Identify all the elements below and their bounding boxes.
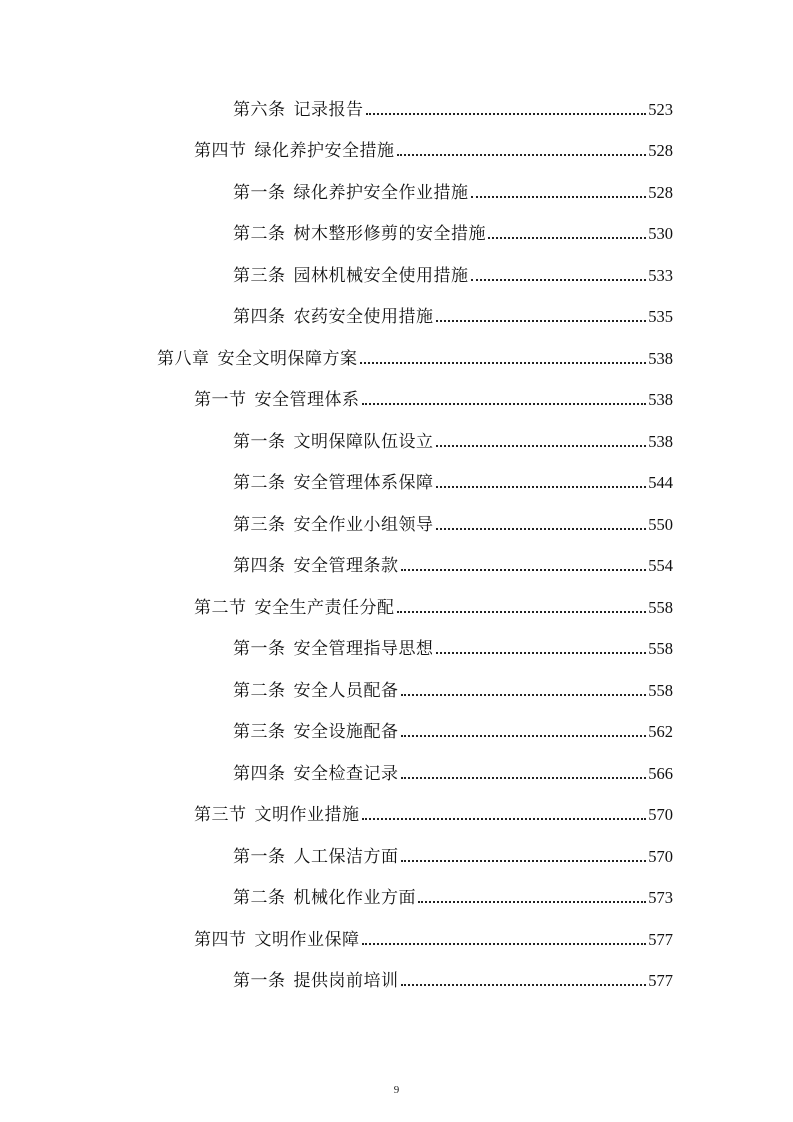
toc-entry-number: 第二条 — [233, 473, 286, 493]
toc-entry-line — [233, 836, 793, 879]
toc-entry-line — [157, 338, 793, 381]
toc-dot-leader — [436, 485, 647, 488]
toc-entry-line — [194, 794, 793, 837]
toc-entry-title: 人工保洁方面 — [293, 846, 399, 867]
toc-entry[interactable] — [0, 546, 793, 588]
toc-entry-line — [233, 545, 793, 588]
toc-entry-page-number: 538 — [648, 390, 673, 409]
toc-entry-line — [233, 213, 793, 256]
toc-entry-title: 文明保障队伍设立 — [293, 431, 434, 452]
toc-entry[interactable] — [0, 504, 793, 546]
toc-entry-number: 第一条 — [233, 846, 286, 867]
toc-entry-line — [233, 296, 793, 339]
toc-dot-leader — [362, 942, 647, 945]
toc-entry-line — [233, 960, 793, 1003]
toc-entry[interactable] — [0, 338, 793, 380]
toc-entry-page-number: 550 — [648, 514, 673, 534]
toc-entry-title: 安全人员配备 — [293, 680, 399, 701]
toc-entry-title: 农药安全使用措施 — [293, 307, 434, 327]
toc-dot-leader — [397, 610, 647, 613]
footer-page-number: 9 — [393, 1084, 400, 1096]
toc-entry[interactable] — [0, 297, 793, 339]
toc-dot-leader — [401, 859, 647, 862]
toc-entry-title: 园林机械安全使用措施 — [293, 265, 469, 286]
toc-entry-line — [194, 130, 793, 173]
toc-entry-page-number: 573 — [648, 888, 673, 907]
toc-entry[interactable] — [0, 712, 793, 754]
toc-dot-leader — [362, 817, 647, 820]
toc-entry-title: 安全管理条款 — [293, 556, 399, 576]
toc-entry[interactable] — [0, 172, 793, 214]
toc-entry-number: 第一条 — [233, 182, 286, 203]
toc-entry-page-number: 535 — [648, 307, 673, 326]
toc-entry-title: 记录报告 — [293, 99, 364, 120]
toc-entry-line — [233, 753, 793, 796]
toc-entry-number: 第三条 — [233, 265, 286, 286]
toc-entry-number: 第四节 — [194, 929, 247, 950]
toc-entry-number: 第二节 — [194, 597, 247, 618]
toc-entry[interactable] — [0, 753, 793, 795]
toc-dot-leader — [401, 693, 647, 696]
toc-entry-line — [233, 628, 793, 671]
toc-entry-title: 安全管理体系 — [254, 390, 360, 410]
toc-entry-page-number: 523 — [648, 99, 673, 119]
toc-entry-line — [233, 711, 793, 754]
toc-entry-number: 第二条 — [233, 888, 286, 908]
toc-entry-page-number: 544 — [648, 473, 673, 492]
toc-entry-line — [233, 462, 793, 505]
toc-entry-page-number: 570 — [648, 805, 673, 824]
toc-entry-number: 第八章 — [157, 348, 210, 369]
toc-entry[interactable] — [0, 255, 793, 297]
toc-entry-page-number: 558 — [648, 680, 673, 700]
toc-dot-leader — [436, 651, 647, 654]
toc-entry-line — [194, 919, 793, 962]
toc-dot-leader — [401, 776, 647, 779]
toc-entry-page-number: 538 — [648, 431, 673, 451]
toc-entry-number: 第三条 — [233, 722, 286, 742]
toc-entry-line — [233, 172, 793, 215]
toc-entry[interactable] — [0, 836, 793, 878]
toc-dot-leader — [436, 444, 647, 447]
toc-entry[interactable] — [0, 463, 793, 505]
toc-entry-number: 第二条 — [233, 680, 286, 701]
toc-entry-title: 安全生产责任分配 — [254, 597, 395, 618]
toc-entry-page-number: 528 — [648, 182, 673, 202]
toc-entry-page-number: 528 — [648, 141, 673, 160]
toc-entry-page-number: 566 — [648, 763, 673, 783]
toc-dot-leader — [471, 195, 647, 198]
toc-entry-page-number: 570 — [648, 846, 673, 866]
toc-entry-number: 第二条 — [233, 224, 286, 244]
toc-entry-number: 第四条 — [233, 307, 286, 327]
toc-entry[interactable] — [0, 629, 793, 671]
toc-entry[interactable] — [0, 89, 793, 131]
toc-dot-leader — [366, 112, 647, 115]
toc-entry-number: 第一条 — [233, 639, 286, 659]
toc-entry-line — [233, 255, 793, 298]
toc-entry-page-number: 554 — [648, 556, 673, 575]
toc-dot-leader — [418, 900, 646, 903]
toc-entry-line — [194, 587, 793, 630]
toc-dot-leader — [362, 402, 647, 405]
toc-entry-page-number: 577 — [648, 929, 673, 949]
toc-entry-page-number: 577 — [648, 971, 673, 990]
toc-entry-page-number: 562 — [648, 722, 673, 741]
toc-entry-page-number: 538 — [648, 348, 673, 368]
toc-entry-title: 安全文明保障方案 — [217, 348, 358, 369]
toc-entry-title: 安全作业小组领导 — [293, 514, 434, 535]
toc-dot-leader — [360, 361, 647, 364]
toc-entry-page-number: 530 — [648, 224, 673, 243]
toc-dot-leader — [401, 568, 647, 571]
toc-entry-title: 安全管理指导思想 — [293, 639, 434, 659]
toc-entry[interactable] — [0, 380, 793, 422]
toc-entry-number: 第一节 — [194, 390, 247, 410]
toc-entry[interactable] — [0, 795, 793, 837]
toc-entry[interactable] — [0, 878, 793, 920]
toc-entry-title: 安全检查记录 — [293, 763, 399, 784]
toc-entry-number: 第三条 — [233, 514, 286, 535]
toc-entry-line — [233, 89, 793, 132]
toc-entry[interactable] — [0, 214, 793, 256]
toc-entry-number: 第六条 — [233, 99, 286, 120]
toc-dot-leader — [401, 734, 647, 737]
toc-dot-leader — [401, 983, 647, 986]
toc-entry-line — [233, 670, 793, 713]
toc-entry-number: 第三节 — [194, 805, 247, 825]
toc-entry-title: 提供岗前培训 — [293, 971, 399, 991]
toc-entry-number: 第一条 — [233, 431, 286, 452]
toc-entry-line — [233, 504, 793, 547]
toc-entry-number: 第四条 — [233, 763, 286, 784]
toc-dot-leader — [436, 319, 647, 322]
table-of-contents — [0, 89, 793, 1002]
toc-entry-number: 第四条 — [233, 556, 286, 576]
toc-entry[interactable] — [0, 919, 793, 961]
toc-dot-leader — [488, 236, 646, 239]
toc-entry[interactable] — [0, 421, 793, 463]
toc-entry-page-number: 533 — [648, 265, 673, 285]
toc-entry-title: 安全管理体系保障 — [293, 473, 434, 493]
toc-entry[interactable] — [0, 587, 793, 629]
toc-entry[interactable] — [0, 961, 793, 1003]
toc-entry-title: 文明作业措施 — [254, 805, 360, 825]
toc-entry-title: 绿化养护安全措施 — [254, 141, 395, 161]
toc-dot-leader — [397, 153, 647, 156]
toc-entry-title: 树木整形修剪的安全措施 — [293, 224, 486, 244]
toc-entry-page-number: 558 — [648, 597, 673, 617]
toc-dot-leader — [436, 527, 647, 530]
toc-entry-title: 安全设施配备 — [293, 722, 399, 742]
toc-entry-number: 第一条 — [233, 971, 286, 991]
toc-entry-line — [233, 421, 793, 464]
toc-entry-number: 第四节 — [194, 141, 247, 161]
toc-entry-title: 文明作业保障 — [254, 929, 360, 950]
toc-entry-title: 绿化养护安全作业措施 — [293, 182, 469, 203]
toc-entry-line — [233, 877, 793, 920]
toc-entry-page-number: 558 — [648, 639, 673, 658]
toc-dot-leader — [471, 278, 647, 281]
toc-entry[interactable] — [0, 131, 793, 173]
toc-entry[interactable] — [0, 670, 793, 712]
toc-entry-line — [194, 379, 793, 422]
toc-entry-title: 机械化作业方面 — [293, 888, 416, 908]
